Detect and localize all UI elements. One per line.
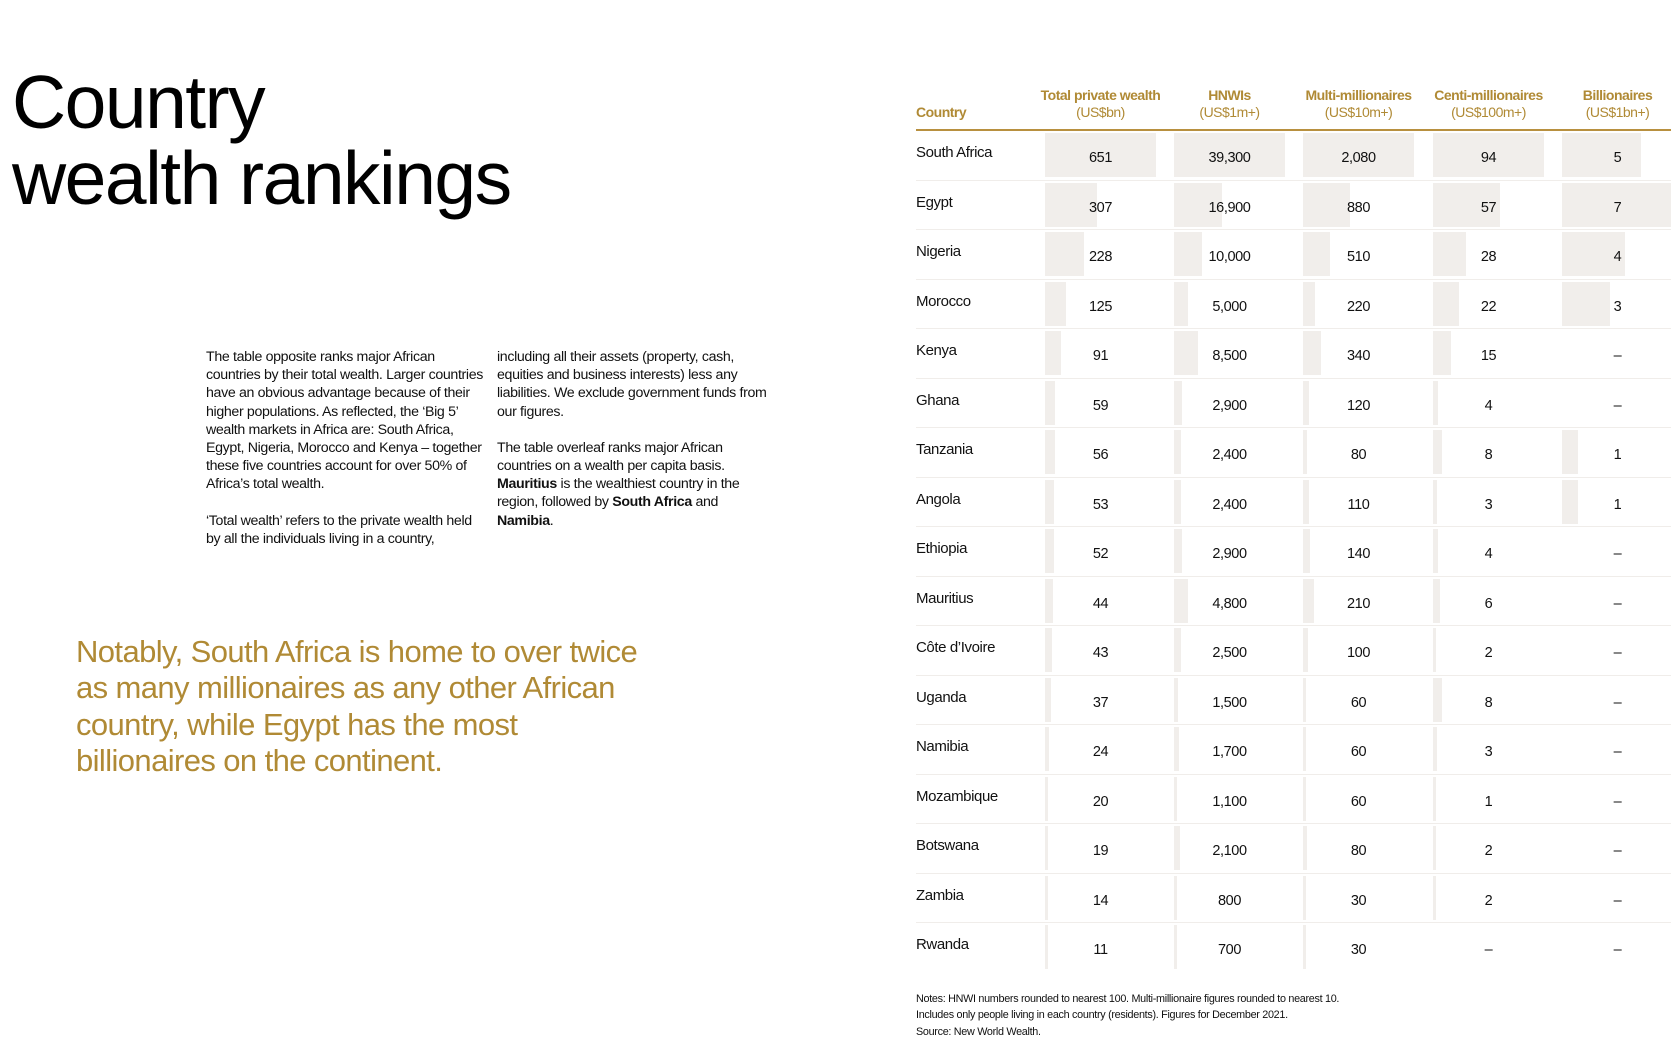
table-cell-wealth: [1045, 876, 1156, 920]
cell-value: 44: [1092, 595, 1109, 612]
cell-value: 307: [1089, 199, 1112, 216]
table-cell-multi: [1303, 876, 1414, 920]
table-cell-multi: [1303, 480, 1414, 524]
table-row: [916, 379, 1671, 429]
table-cell-centi: [1433, 480, 1544, 524]
country-name: Morocco: [916, 292, 971, 310]
table-row: [916, 923, 1671, 972]
cell-value: –: [1613, 892, 1622, 909]
table-cell-multi: [1303, 430, 1414, 474]
cell-value: 30: [1350, 942, 1367, 958]
cell-value: 1,100: [1212, 793, 1247, 810]
table-cell-wealth: [1045, 727, 1156, 771]
country-name: Angola: [916, 490, 961, 508]
table-row: [916, 131, 1671, 181]
cell-value: –: [1613, 843, 1622, 859]
table-cell-hnwi: [1174, 777, 1285, 821]
table-cell-centi: [1433, 183, 1544, 227]
table-cell-bill: [1562, 925, 1671, 969]
column-header-unit: (US$1m+): [1199, 103, 1260, 120]
table-row: [916, 428, 1671, 478]
table-cell-hnwi: [1174, 876, 1285, 920]
cell-value: 22: [1480, 298, 1497, 315]
cell-value: 7: [1613, 199, 1622, 216]
column-header-title: Country: [916, 103, 967, 120]
country-name: Botswana: [916, 837, 979, 854]
table-cell-multi: [1303, 183, 1414, 227]
table-cell-centi: [1433, 331, 1544, 375]
cell-value: –: [1613, 546, 1622, 562]
table-cell-bill: [1562, 628, 1671, 672]
page-title-line2: wealth rankings: [12, 136, 511, 220]
table-cell-wealth: [1045, 925, 1156, 969]
cell-value: 39,300: [1208, 150, 1251, 166]
table-cell-bill: [1562, 480, 1671, 524]
cell-value: –: [1613, 694, 1622, 711]
table-cell-hnwi: [1174, 529, 1285, 573]
table-row: [916, 230, 1671, 280]
table-cell-bill: [1562, 331, 1671, 375]
cell-value: 60: [1350, 744, 1367, 760]
table-row: [916, 874, 1671, 924]
table-cell-bill: [1562, 678, 1671, 722]
cell-value: 24: [1092, 744, 1109, 760]
table-cell-multi: [1303, 529, 1414, 573]
table-cell-centi: [1433, 282, 1544, 326]
cell-value: 53: [1092, 496, 1109, 513]
cell-value: 2,100: [1212, 843, 1247, 859]
cell-value: 4: [1484, 397, 1493, 414]
table-cell-multi: [1303, 777, 1414, 821]
column-header-title: Multi-millionaires: [1305, 87, 1412, 103]
notes-line: Includes only people living in each country (residents). Figures for December 2021.: [916, 1009, 1288, 1022]
notes-line: Notes: HNWI numbers rounded to nearest 100. Multi-millionaire figures rounded to nearest 10.: [916, 993, 1340, 1005]
table-row: [916, 527, 1671, 577]
text-run: and: [691, 494, 719, 511]
cell-value: 1,500: [1212, 694, 1247, 711]
cell-value: –: [1613, 645, 1622, 661]
column-header-title: HNWIs: [1208, 87, 1251, 103]
table-cell-hnwi: [1174, 826, 1285, 870]
column-header-multi: [1283, 87, 1434, 120]
cell-value: 80: [1350, 447, 1367, 463]
intro-paragraph: ‘Total wealth’ refers to the private wealth held by all the individuals living in a country,: [206, 512, 472, 547]
cell-value: 57: [1480, 199, 1497, 216]
table-cell-multi: [1303, 727, 1414, 771]
table-notes: [916, 991, 1339, 1040]
cell-value: 56: [1092, 447, 1109, 463]
table-cell-wealth: [1045, 678, 1156, 722]
table-cell-centi: [1433, 381, 1544, 425]
table-cell-wealth: [1045, 480, 1156, 524]
table-cell-bill: [1562, 529, 1671, 573]
cell-value: 52: [1092, 546, 1109, 562]
intro-column-1: [206, 348, 484, 566]
cell-value: 60: [1350, 793, 1367, 810]
cell-value: 11: [1093, 942, 1108, 958]
table-cell-centi: [1433, 876, 1544, 920]
cell-value: 5: [1613, 150, 1622, 166]
cell-value: 140: [1347, 546, 1370, 562]
table-row: [916, 329, 1671, 379]
table-cell-multi: [1303, 331, 1414, 375]
cell-value: 700: [1218, 942, 1241, 958]
cell-value: 100: [1347, 645, 1370, 661]
cell-value: 43: [1092, 645, 1109, 661]
cell-value: 2: [1484, 892, 1493, 909]
column-header-unit: (US$10m+): [1324, 103, 1393, 120]
table-row: [916, 478, 1671, 528]
table-cell-bill: [1562, 430, 1671, 474]
cell-value: 880: [1347, 199, 1370, 216]
country-name: Ethiopia: [916, 540, 968, 557]
table-cell-centi: [1433, 529, 1544, 573]
table-cell-centi: [1433, 777, 1544, 821]
table-row: [916, 280, 1671, 330]
cell-value: 8: [1484, 447, 1493, 463]
cell-value: 59: [1092, 397, 1109, 414]
country-name: Mauritius: [916, 589, 974, 607]
country-name: Rwanda: [916, 936, 969, 953]
cell-value: 220: [1347, 298, 1370, 315]
table-row: [916, 824, 1671, 874]
country-name: Kenya: [916, 342, 957, 359]
cell-value: 2,400: [1212, 496, 1247, 513]
cell-value: 2: [1484, 645, 1493, 661]
table-cell-bill: [1562, 876, 1671, 920]
table-cell-centi: [1433, 133, 1544, 177]
country-name: Zambia: [916, 886, 964, 904]
cell-value: 4,800: [1212, 595, 1247, 612]
country-name: Ghana: [916, 391, 960, 409]
table-row: [916, 775, 1671, 825]
table-cell-multi: [1303, 232, 1414, 276]
column-header-unit: (US$100m+): [1451, 103, 1526, 120]
table-cell-bill: [1562, 232, 1671, 276]
table-row: [916, 181, 1671, 231]
cell-value: –: [1613, 942, 1622, 958]
table-cell-centi: [1433, 925, 1544, 969]
table-cell-wealth: [1045, 381, 1156, 425]
cell-value: 2,900: [1212, 397, 1247, 414]
cell-value: 10,000: [1208, 249, 1251, 265]
country-name: South Africa: [916, 144, 993, 161]
country-name: Egypt: [916, 193, 953, 211]
table-cell-wealth: [1045, 133, 1156, 177]
cell-value: 28: [1480, 249, 1497, 265]
cell-value: 1: [1484, 793, 1493, 810]
cell-value: 800: [1218, 892, 1241, 909]
table-cell-bill: [1562, 183, 1671, 227]
table-cell-hnwi: [1174, 628, 1285, 672]
cell-value: 14: [1092, 892, 1109, 909]
cell-value: 4: [1613, 249, 1622, 265]
table-cell-multi: [1303, 826, 1414, 870]
cell-value: 94: [1480, 150, 1497, 166]
country-name: Uganda: [916, 688, 967, 706]
cell-value: –: [1613, 793, 1622, 810]
cell-value: 110: [1347, 496, 1370, 513]
highlight-country: Namibia: [497, 512, 550, 529]
intro-column-2: [497, 348, 775, 548]
table-cell-multi: [1303, 282, 1414, 326]
pull-quote: Notably, South Africa is home to over twice as many millionaires as any other African country, while Egypt has the most billionaires on the continent.: [76, 634, 638, 778]
table-row: [916, 676, 1671, 726]
table-cell-centi: [1433, 727, 1544, 771]
country-name: Namibia: [916, 738, 969, 755]
intro-paragraph: including all their assets (property, cash, equities and business interests) less any liabilities. We exclude government funds from our figures.: [497, 349, 767, 420]
cell-value: 60: [1350, 694, 1367, 711]
table-cell-multi: [1303, 579, 1414, 623]
table-cell-wealth: [1045, 628, 1156, 672]
table-cell-wealth: [1045, 430, 1156, 474]
table-cell-wealth: [1045, 579, 1156, 623]
table-cell-bill: [1562, 282, 1671, 326]
table-cell-hnwi: [1174, 925, 1285, 969]
table-cell-centi: [1433, 579, 1544, 623]
cell-value: 8: [1484, 694, 1493, 711]
cell-value: 510: [1347, 249, 1370, 265]
table-cell-multi: [1303, 925, 1414, 969]
table-cell-bill: [1562, 826, 1671, 870]
cell-value: 2,400: [1212, 447, 1247, 463]
column-header-bill: [1542, 87, 1671, 120]
cell-value: –: [1613, 348, 1622, 364]
table-cell-wealth: [1045, 282, 1156, 326]
table-cell-bill: [1562, 133, 1671, 177]
cell-value: 15: [1480, 348, 1497, 364]
table-cell-hnwi: [1174, 678, 1285, 722]
table-cell-multi: [1303, 133, 1414, 177]
table-cell-hnwi: [1174, 381, 1285, 425]
table-cell-bill: [1562, 579, 1671, 623]
column-header-unit: (US$1bn+): [1585, 103, 1650, 120]
cell-value: 125: [1089, 298, 1112, 315]
cell-value: 3: [1613, 298, 1622, 315]
cell-value: –: [1613, 595, 1622, 612]
table-cell-hnwi: [1174, 430, 1285, 474]
cell-value: 30: [1350, 892, 1367, 909]
table-cell-wealth: [1045, 232, 1156, 276]
country-name: Tanzania: [916, 441, 973, 458]
cell-value: 91: [1092, 348, 1109, 364]
cell-value: 5,000: [1212, 298, 1247, 315]
table-cell-hnwi: [1174, 331, 1285, 375]
cell-value: 37: [1092, 694, 1109, 711]
table-cell-hnwi: [1174, 133, 1285, 177]
table-cell-hnwi: [1174, 183, 1285, 227]
table-cell-hnwi: [1174, 480, 1285, 524]
cell-value: 3: [1484, 744, 1493, 760]
table-cell-centi: [1433, 232, 1544, 276]
table-cell-hnwi: [1174, 579, 1285, 623]
cell-value: –: [1613, 397, 1622, 414]
cell-value: 3: [1484, 496, 1493, 513]
intro-paragraph: The table opposite ranks major African countries by their total wealth. Larger countries have an obvious advantage because of their higher populations. As reflected, the ‘Big 5’ wealth markets in Africa are: South Africa, Egypt, Nigeria, Morocco and Kenya – together these five countries account for over 50% of Africa’s total wealth.: [206, 349, 483, 493]
page-title-line1: Country: [12, 60, 265, 144]
cell-value: –: [1613, 744, 1622, 760]
table-cell-multi: [1303, 678, 1414, 722]
cell-value: 210: [1347, 595, 1370, 612]
cell-value: 8,500: [1212, 348, 1247, 364]
cell-value: 228: [1089, 249, 1112, 265]
cell-value: 1,700: [1212, 744, 1247, 760]
table-body: [916, 131, 1671, 972]
table-cell-wealth: [1045, 183, 1156, 227]
text-run: .: [549, 512, 554, 529]
cell-value: 6: [1484, 595, 1493, 612]
table-cell-centi: [1433, 430, 1544, 474]
source-line: Source: New World Wealth.: [916, 1025, 1041, 1038]
page-title: [12, 60, 511, 220]
highlight-country: Mauritius: [497, 476, 557, 493]
cell-value: 2: [1484, 843, 1493, 859]
table-cell-centi: [1433, 628, 1544, 672]
table-cell-multi: [1303, 381, 1414, 425]
table-cell-bill: [1562, 381, 1671, 425]
cell-value: 19: [1092, 843, 1109, 859]
country-name: Côte d’Ivoire: [916, 639, 996, 656]
column-header-title: Total private wealth: [1040, 87, 1161, 103]
table-cell-bill: [1562, 727, 1671, 771]
table-cell-centi: [1433, 826, 1544, 870]
table-cell-wealth: [1045, 777, 1156, 821]
cell-value: 1: [1613, 496, 1622, 513]
text-run: is the wealthiest country in the region, followed by: [497, 476, 740, 511]
column-header-title: Billionaires: [1582, 87, 1653, 103]
table-cell-hnwi: [1174, 727, 1285, 771]
table-cell-wealth: [1045, 529, 1156, 573]
country-name: Nigeria: [916, 243, 961, 260]
cell-value: 2,900: [1212, 546, 1247, 562]
cell-value: 340: [1347, 348, 1370, 364]
table-row: [916, 577, 1671, 627]
cell-value: 2,500: [1212, 645, 1247, 661]
column-header-unit: (US$bn): [1076, 103, 1125, 120]
table-cell-multi: [1303, 628, 1414, 672]
highlight-country: South Africa: [612, 494, 692, 511]
wealth-table: [916, 80, 1671, 972]
cell-value: 1: [1613, 447, 1622, 463]
cell-value: 20: [1092, 793, 1109, 810]
table-row: [916, 725, 1671, 775]
cell-value: 120: [1347, 397, 1370, 414]
cell-value: 80: [1350, 843, 1367, 859]
cell-value: 4: [1484, 546, 1493, 562]
cell-value: 651: [1089, 150, 1112, 166]
country-name: Mozambique: [916, 787, 998, 805]
table-cell-bill: [1562, 777, 1671, 821]
table-header: [916, 80, 1671, 131]
cell-value: 2,080: [1341, 150, 1376, 166]
intro-paragraph: [497, 439, 775, 530]
table-cell-hnwi: [1174, 282, 1285, 326]
cell-value: –: [1484, 942, 1493, 958]
table-cell-wealth: [1045, 826, 1156, 870]
cell-value: 16,900: [1208, 199, 1251, 216]
table-cell-wealth: [1045, 331, 1156, 375]
table-cell-hnwi: [1174, 232, 1285, 276]
text-run: The table overleaf ranks major African countries on a wealth per capita basis.: [497, 439, 725, 475]
table-cell-centi: [1433, 678, 1544, 722]
column-header-title: Centi-millionaires: [1434, 87, 1543, 103]
table-row: [916, 626, 1671, 676]
column-header-country: [916, 104, 966, 121]
